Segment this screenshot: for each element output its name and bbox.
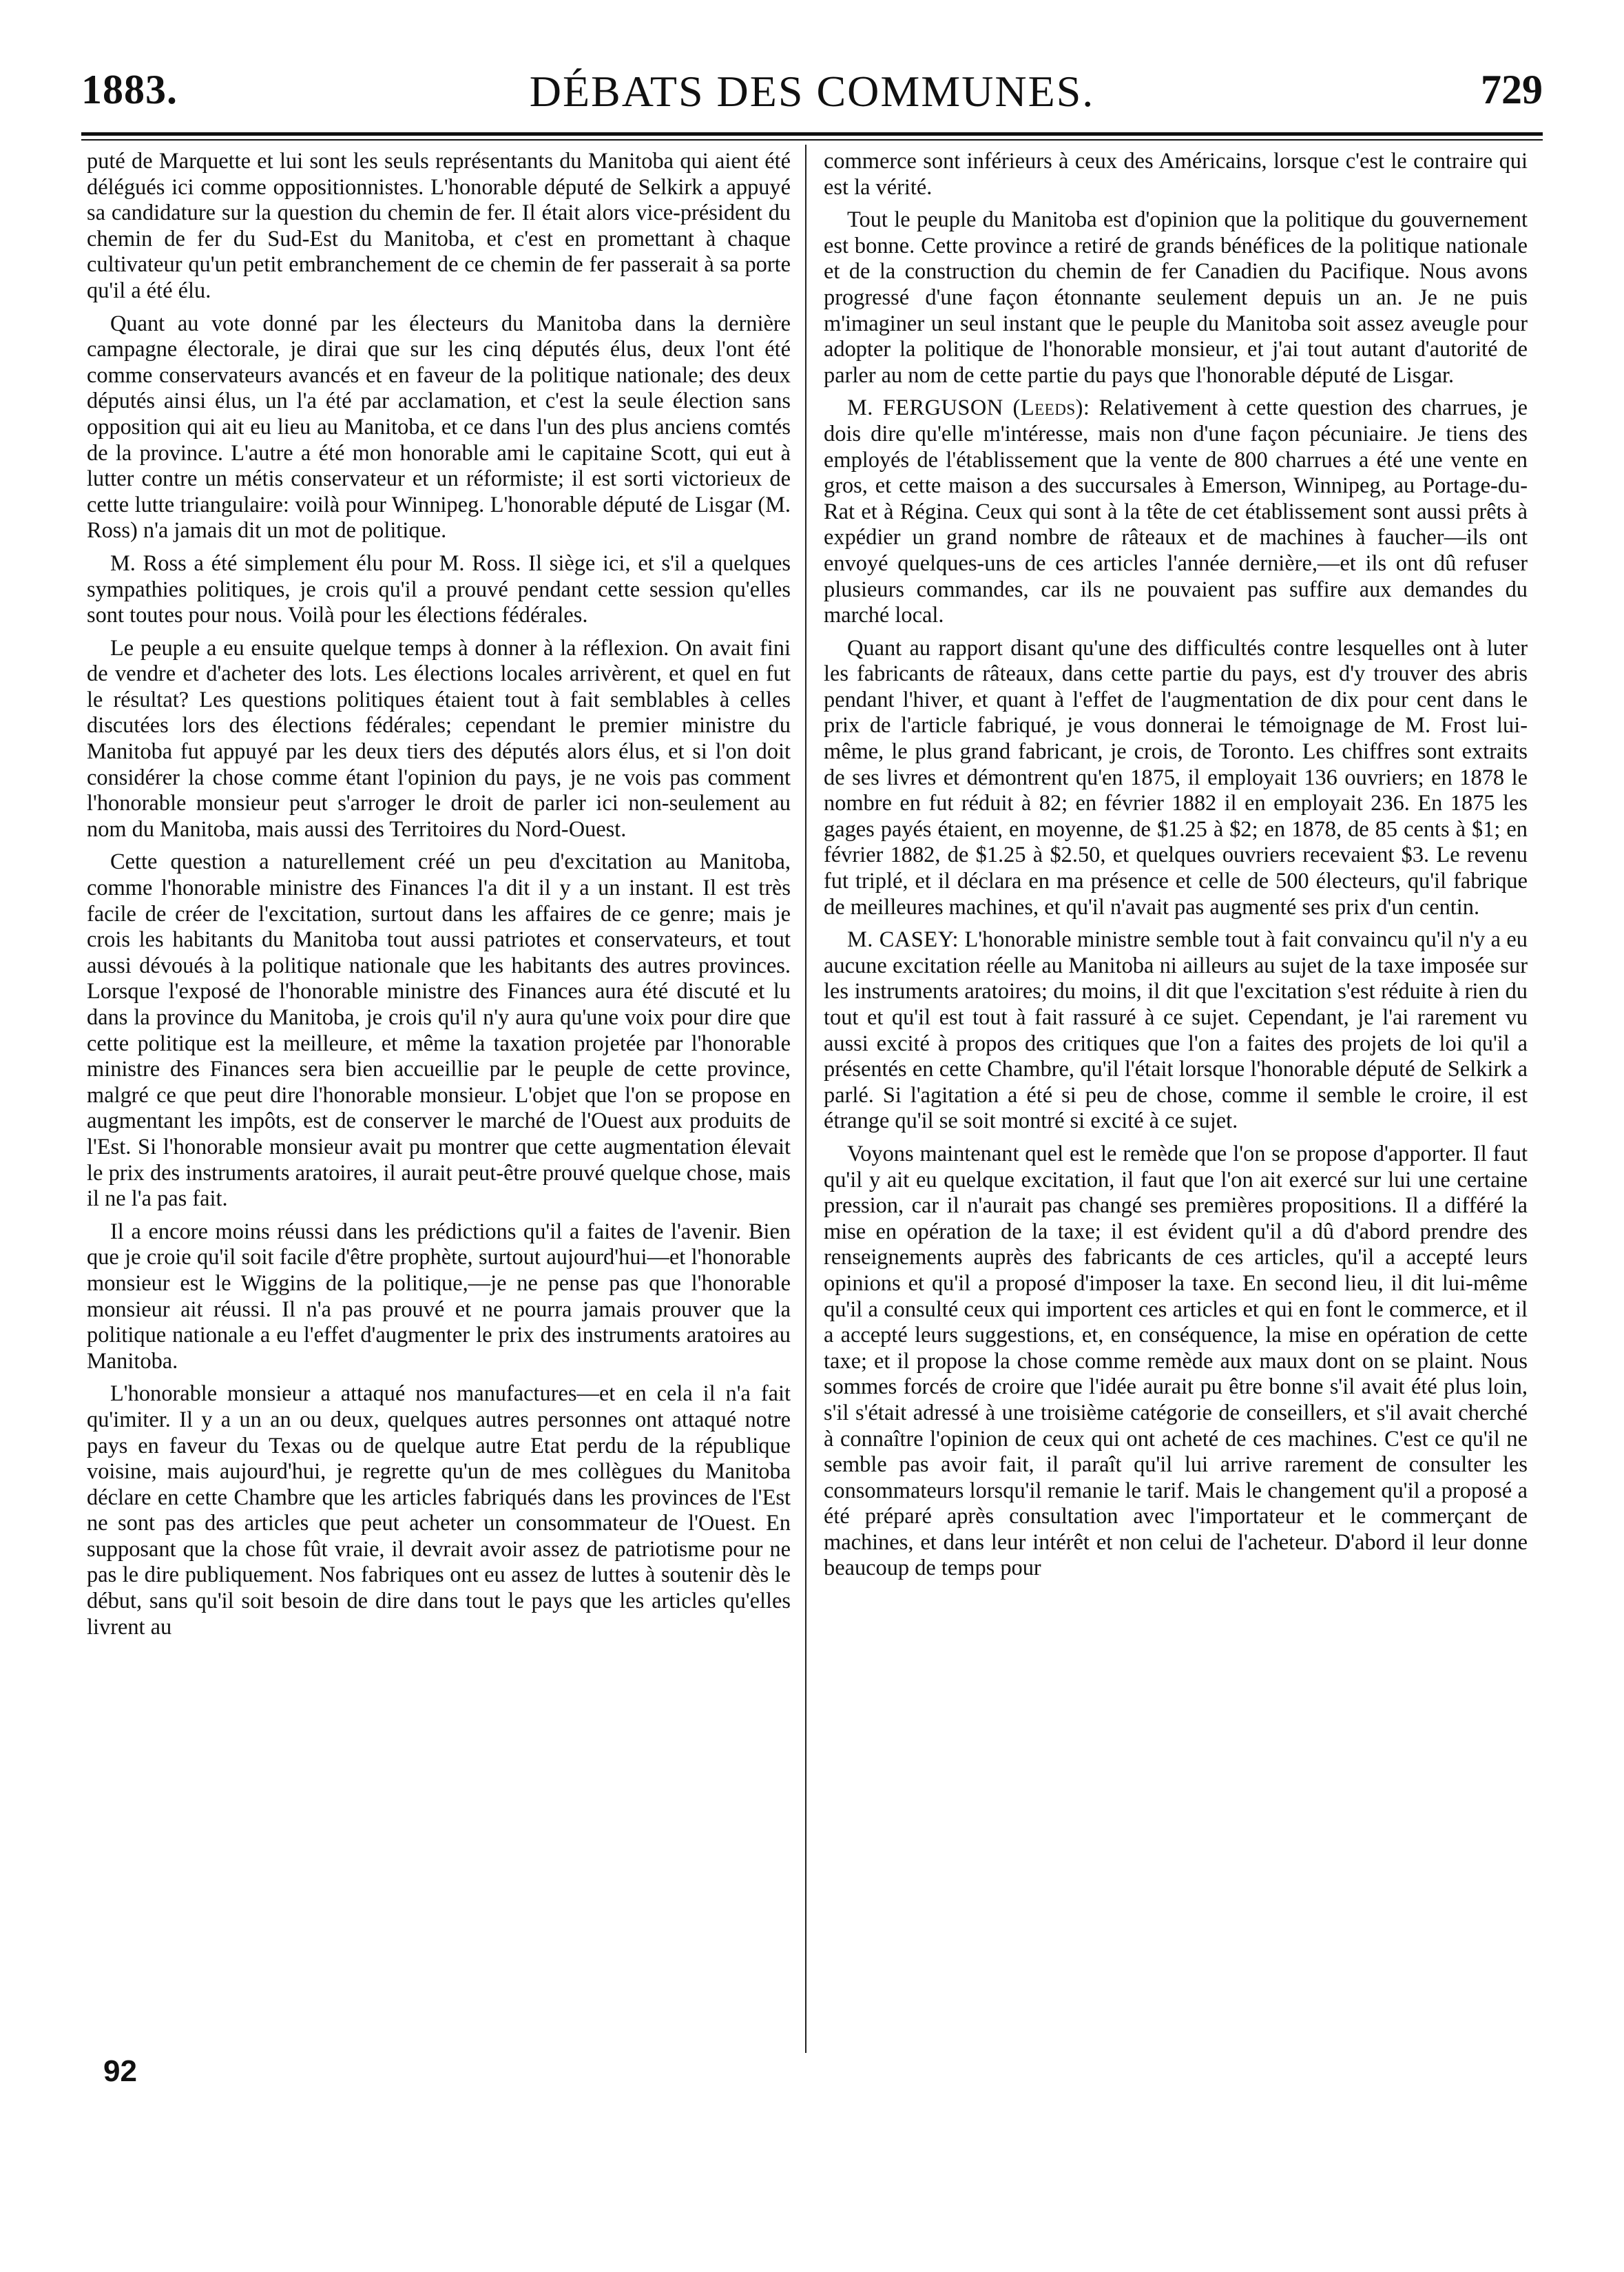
header-title: DÉBATS DES COMMUNES. [529, 67, 1095, 116]
paragraph: M. Ross a été simplement élu pour M. Ross. Il siège ici, et s'il a quelques sympathies politiques, je crois qu'il a prouvé pendant cette session qu'elles sont toutes pour nous. Voilà pour les élections fédérales. [87, 550, 791, 628]
paragraph: Voyons maintenant quel est le remède que l'on se propose d'apporter. Il faut qu'il y ait eu quelque excitation, il faut que l'on ait exercé sur lui une certaine pression, car il n'aurait pas changé ses premières propositions. Il a différé la mise en opération de la taxe; il est évident qu'il a dû d'abord prendre des renseignements auprès des fabricants de ces articles, qu'il a accepté leurs opinions et qu'il a proposé d'imposer la taxe. En second lieu, il dit lui-même qu'il a consulté ceux qui importent ces articles et qui en font le commerce, et il a accepté leurs suggestions, et, en conséquence, la mise en opération de cette taxe; et il propose la chose comme remède aux maux dont on se plaint. Nous sommes forcés de croire que l'idée aurait pu être bonne s'il avait été plus loin, s'il s'était adressé à une troisième catégorie de conseillers, et s'il avait cherché à connaître l'opinion de ceux qui ont acheté de ces machines. C'est ce qu'il ne semble pas avoir fait, il paraît qu'il lui arrive rarement de consulter les consommateurs lorsqu'il remanie le tarif. Mais le changement qu'il a proposé a été préparé après consultation avec l'importateur et le commerçant de machines, et dans leur intérêt et non celui de l'acheteur. D'abord il leur donne beaucoup de temps pour [824, 1141, 1528, 1581]
paragraph: Quant au rapport disant qu'une des difficultés contre lesquelles ont à luter les fabricants de râteaux, dans cette partie du pays, est d'y trouver des abris pendant l'hiver, et quant à l'effet de l'augmentation de dix pour cent dans le prix de l'article fabriqué, je vous donnerai le témoignage de M. Frost lui-même, le plus grand fabricant, je crois, de Toronto. Les chiffres sont extraits de ses livres et démontrent qu'en 1875, il employait 136 ouvriers; en 1878 le nombre en fut réduit à 82; en février 1882 il en employait 236. En 1875 les gages payés étaient, en moyenne, de $1.25 à $2; en 1878, de 85 cents à $1; en février 1882, de $1.25 à $2.50, et quelques ouvriers recevaient $3. Le revenu fut triplé, et il déclara en ma présence et celle de 500 électeurs, qu'il fabrique de meilleures machines, et qu'il n'avait pas augmenté ses prix d'un centin. [824, 635, 1528, 920]
sheet-number: 92 [103, 2054, 137, 2088]
right-column [824, 149, 1528, 2071]
speaker-name: M. FERGUSON (Leeds): [847, 395, 1090, 421]
header-rule [81, 132, 1543, 136]
column-divider [805, 145, 806, 2053]
left-column [87, 149, 791, 2071]
paragraph: commerce sont inférieurs à ceux des Américains, lorsque c'est le contraire qui est la vérité. [824, 149, 1528, 200]
speech-casey [824, 927, 1528, 1135]
header-rule-thin [81, 139, 1543, 141]
paragraph: Cette question a naturellement créé un peu d'excitation au Manitoba, comme l'honorable ministre des Finances l'a dit il y a un instant. Il est très facile de créer de l'excitation, surtout dans les affaires de ce genre; mais je crois les habitants du Manitoba tout aussi patriotes et conservateurs, et tout aussi dévoués à la politique nationale que les habitants des autres provinces. Lorsque l'exposé de l'honorable ministre des Finances aura été discuté et lu dans la province du Manitoba, je crois qu'il n'y aura qu'une voix pour dire que cette politique est la meilleure, et même la taxation projetée par l'honorable ministre des Finances sera bien accueillie par le peuple de cette province, malgré ce que peut dire l'honorable monsieur. L'objet que l'on se propose en augmentant les impôts, est de conserver le marché de l'Ouest aux produits de l'Est. Si l'honorable monsieur avait pu montrer que cette augmentation élevait le prix des instruments aratoires, il aurait peut-être prouvé quelque chose, mais il ne l'a pas fait. [87, 849, 791, 1212]
paragraph: Il a encore moins réussi dans les prédictions qu'il a faites de l'avenir. Bien que je croie qu'il soit facile d'être prophète, surtout aujourd'hui—et l'honorable monsieur est le Wiggins de la politique,—je ne pense pas que l'honorable monsieur ait réussi. Il n'a pas prouvé et ne pourra jamais prouver que la politique nationale a eu l'effet d'augmenter le prix des instruments aratoires au Manitoba. [87, 1219, 791, 1374]
header-page-number: 729 [1481, 67, 1543, 112]
speech-ferguson [824, 395, 1528, 628]
header-year: 1883. [81, 67, 178, 112]
paragraph: Quant au vote donné par les électeurs du Manitoba dans la dernière campagne électorale, je dirai que sur les cinq députés élus, deux l'ont été comme conservateurs avancés et en faveur de la politique nationale; des deux députés ainsi élus, un l'a été par acclamation, et c'est la seule élection sans opposition qui ait eu lieu au Manitoba, et ce dans l'un des plus anciens comtés de la province. L'autre a été mon honorable ami le capitaine Scott, qui eut à lutter contre un métis conservateur et un réformiste; il est sorti victorieux de cette lutte triangulaire: voilà pour Winnipeg. L'honorable député de Lisgar (M. Ross) n'a jamais dit un mot de politique. [87, 311, 791, 544]
speech-text: L'honorable ministre semble tout à fait convaincu qu'il n'y a eu aucune excitation réelle au Manitoba ni ailleurs au sujet de la taxe imposée sur les instruments aratoires; du moins, il dit que l'excitation s'est réduite à rien du tout et qu'il est tout à fait rassuré à ce sujet. Cependant, je l'ai rarement vu aussi excité à propos des critiques que l'on a faites des projets de loi qu'il a présentés en cette Chambre, qu'il l'était lorsque l'honorable député de Selkirk a parlé. Si l'agitation a été si peu de chose, comme il semble le croire, il est étrange qu'il se soit montré si excité à ce sujet. [824, 927, 1528, 1134]
speaker-name: M. CASEY: [847, 927, 959, 953]
paragraph: L'honorable monsieur a attaqué nos manufactures—et en cela il n'a fait qu'imiter. Il y a un an ou deux, quelques autres personnes ont attaqué notre pays en faveur du Texas ou de quelque autre Etat perdu de la république voisine, mais aujourd'hui, je regrette qu'un de mes collègues du Manitoba déclare en cette Chambre que les articles fabriqués dans les provinces de l'Est ne sont pas des articles que peut acheter un consommateur de l'Ouest. En supposant que la chose fût vraie, il devrait avoir assez de patriotisme pour ne pas le dire publiquement. Nos fabriques ont eu assez de luttes à soutenir dès le début, sans qu'il soit besoin de dire dans tout le pays que les articles qu'elles livrent au [87, 1381, 791, 1640]
page-header [81, 66, 1543, 121]
speech-text: Relativement à cette question des charrues, je dois dire qu'elle m'intéresse, mais non d'une façon pécuniaire. Je tiens des employés de l'établissement que la vente de 800 charrues a été une vente en gros, et cette maison a des succursales à Emerson, Winnipeg, au Portage-du-Rat et à Régina. Ceux qui sont à la tête de cet établissement sont aussi prêts à expédier un grand nombre de râteaux et de machines à faucher—ils ont envoyé quelques-uns de ces articles l'année dernière,—et ils ont dû refuser plusieurs commandes, car ils ne pouvaient pas suffire aux demandes du marché local. [824, 395, 1528, 628]
paragraph: puté de Marquette et lui sont les seuls représentants du Manitoba qui aient été délégués ici comme oppositionnistes. L'honorable député de Selkirk a appuyé sa candidature sur la question du chemin de fer. Il était alors vice-président du chemin de fer du Sud-Est du Manitoba, et c'est en promettant à chaque cultivateur qu'un petit embranchement de ce chemin de fer passerait à sa porte qu'il a été élu. [87, 149, 791, 303]
paragraph: Tout le peuple du Manitoba est d'opinion que la politique du gouvernement est bonne. Cette province a retiré de grands bénéfices de la politique nationale et de la construction du chemin de fer Canadien du Pacifique. Nous avons progressé d'une façon étonnante seulement depuis un an. Je ne puis m'imaginer un seul instant que le peuple du Manitoba soit assez aveugle pour adopter la politique de l'honorable monsieur, et j'ai tout autant d'autorité de parler au nom de cette partie du pays que l'honorable député de Lisgar. [824, 207, 1528, 388]
paragraph: Le peuple a eu ensuite quelque temps à donner à la réflexion. On avait fini de vendre et d'acheter des lots. Les élections locales arrivèrent, et quel en fut le résultat? Les questions politiques étaient tout à fait semblables à celles discutées lors des élections fédérales; cependant le premier ministre du Manitoba fut appuyé par les deux tiers des députés alors élus, et si l'on doit considérer la chose comme étant l'opinion du pays, je ne vois pas comment l'honorable monsieur peut s'arroger le droit de parler ici non-seulement au nom du Manitoba, mais aussi des Territoires du Nord-Ouest. [87, 635, 791, 842]
